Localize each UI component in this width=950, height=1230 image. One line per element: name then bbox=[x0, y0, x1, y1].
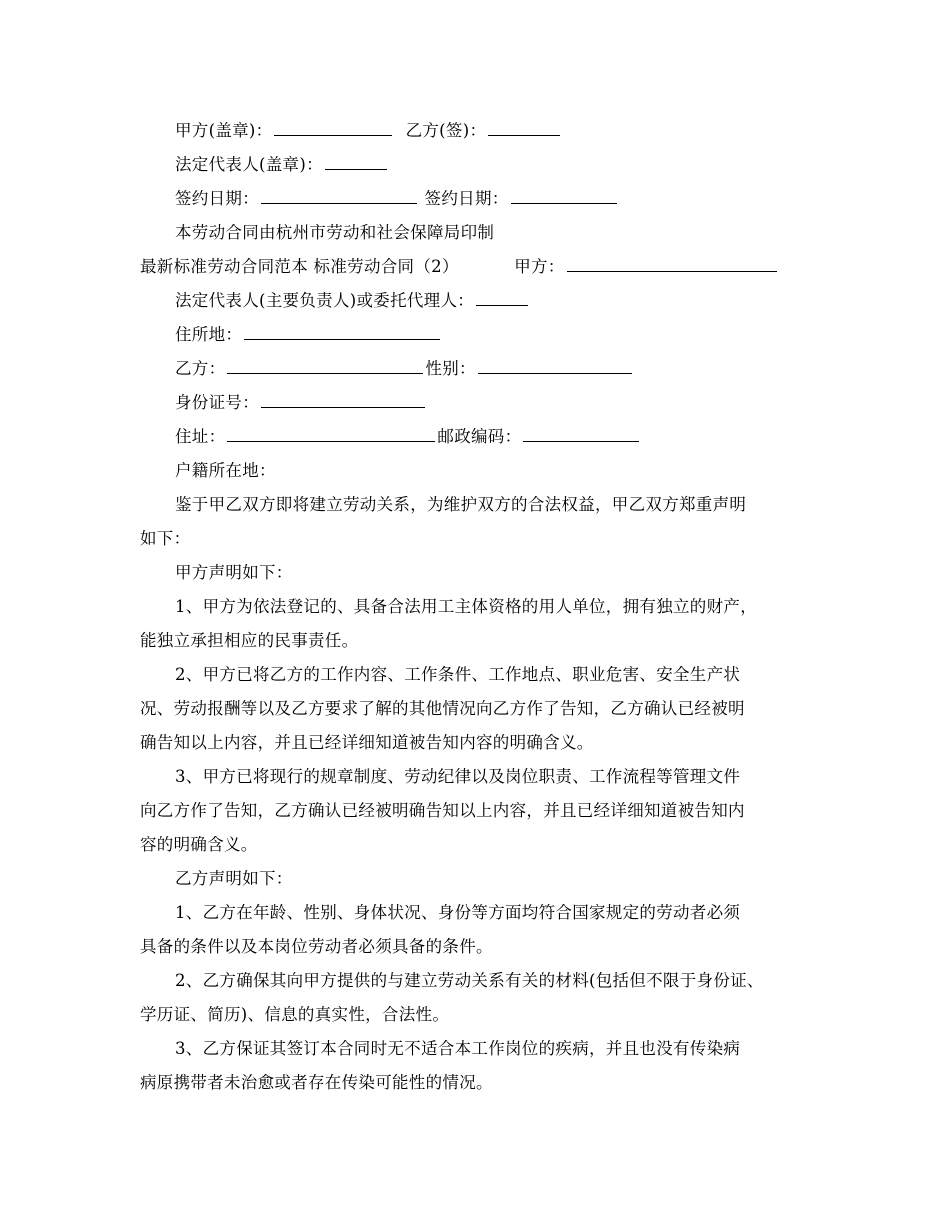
party-b-item-2-line-2: 学历证、简历)、信息的真实性，合法性。 bbox=[140, 1005, 450, 1024]
signature-row-dates bbox=[175, 189, 619, 209]
preamble-line-1: 鉴于甲乙双方即将建立劳动关系，为维护双方的合法权益，甲乙双方郑重声明 bbox=[175, 495, 747, 514]
party-a-item-2-line-3: 确告知以上内容，并且已经详细知道被告知内容的明确含义。 bbox=[140, 733, 594, 752]
party-a-item-2-line-1: 2、甲方已将乙方的工作内容、工作条件、工作地点、职业危害、安全生产状 bbox=[175, 665, 741, 684]
party-a-item-3-line-2: 向乙方作了告知，乙方确认已经被明确告知以上内容，并且已经详细知道被告知内 bbox=[140, 801, 745, 820]
printed-by-note: 本劳动合同由杭州市劳动和社会保障局印制 bbox=[175, 223, 495, 242]
postal-code-label: 邮政编码： bbox=[437, 427, 522, 446]
party-a-declaration-heading: 甲方声明如下： bbox=[175, 563, 293, 582]
address-label: 住址： bbox=[175, 427, 226, 446]
legal-rep-seal-blank bbox=[325, 155, 387, 170]
sign-date-blank-b bbox=[511, 189, 617, 204]
field-legal-rep-or-agent bbox=[175, 291, 530, 311]
sign-date-label-a: 签约日期： bbox=[175, 189, 259, 208]
legal-rep-seal-label: 法定代表人(盖章)： bbox=[175, 155, 323, 174]
party-a-item-3-line-3: 容的明确含义。 bbox=[140, 835, 258, 854]
party-b-item-3-line-1: 3、乙方保证其签订本合同时无不适合本工作岗位的疾病，并且也没有传染病 bbox=[175, 1039, 741, 1058]
party-b-item-2-line-1: 2、乙方确保其向甲方提供的与建立劳动关系有关的材料(包括但不限于身份证、 bbox=[175, 971, 764, 990]
postal-code-blank bbox=[523, 427, 639, 442]
contract-2-header bbox=[140, 257, 779, 277]
party-b-sign-blank bbox=[488, 121, 560, 136]
legal-rep-or-agent-blank bbox=[476, 291, 528, 306]
gender-label: 性别： bbox=[425, 359, 476, 378]
sign-date-label-b: 签约日期： bbox=[424, 189, 509, 208]
residence-label: 住所地： bbox=[175, 325, 243, 344]
contract-2-title: 最新标准劳动合同范本 标准劳动合同（2） bbox=[140, 257, 459, 276]
party-a-item-1-line-2: 能独立承担相应的民事责任。 bbox=[140, 631, 359, 650]
party-a-label: 甲方： bbox=[514, 257, 565, 276]
party-b-blank bbox=[227, 359, 423, 374]
party-a-seal-label: 甲方(盖章)： bbox=[175, 121, 273, 140]
party-b-declaration-heading: 乙方声明如下： bbox=[175, 869, 293, 888]
party-b-item-3-line-2: 病原携带者未治愈或者存在传染可能性的情况。 bbox=[140, 1073, 493, 1092]
party-a-seal-blank bbox=[274, 121, 392, 136]
id-number-blank bbox=[261, 393, 425, 408]
party-b-item-1-line-2: 具备的条件以及本岗位劳动者必须具备的条件。 bbox=[140, 937, 493, 956]
id-number-label: 身份证号： bbox=[175, 393, 259, 412]
party-b-item-1-line-1: 1、乙方在年龄、性别、身体状况、身份等方面均符合国家规定的劳动者必须 bbox=[175, 903, 741, 922]
sign-date-blank-a bbox=[261, 189, 417, 204]
field-residence bbox=[175, 325, 442, 345]
party-b-label: 乙方： bbox=[175, 359, 226, 378]
party-a-item-1-line-1: 1、甲方为依法登记的、具备合法用工主体资格的用人单位，拥有独立的财产， bbox=[175, 597, 757, 616]
signature-row-legal-rep bbox=[175, 155, 389, 175]
field-id-number bbox=[175, 393, 427, 413]
legal-rep-or-agent-label: 法定代表人(主要负责人)或委托代理人： bbox=[175, 291, 475, 310]
field-party-b-gender bbox=[175, 359, 634, 379]
party-a-blank bbox=[567, 257, 777, 272]
field-address-postal bbox=[175, 427, 641, 447]
party-a-item-2-line-2: 况、劳动报酬等以及乙方要求了解的其他情况向乙方作了告知，乙方确认已经被明 bbox=[140, 699, 745, 718]
preamble-line-2: 如下： bbox=[140, 529, 191, 548]
residence-blank bbox=[244, 325, 440, 340]
address-blank bbox=[227, 427, 435, 442]
party-a-item-3-line-1: 3、甲方已将现行的规章制度、劳动纪律以及岗位职责、工作流程等管理文件 bbox=[175, 767, 741, 786]
gender-blank bbox=[478, 359, 632, 374]
party-b-sign-label: 乙方(签)： bbox=[405, 121, 487, 140]
field-household-registration: 户籍所在地： bbox=[175, 461, 276, 480]
signature-row-parties bbox=[175, 121, 562, 141]
